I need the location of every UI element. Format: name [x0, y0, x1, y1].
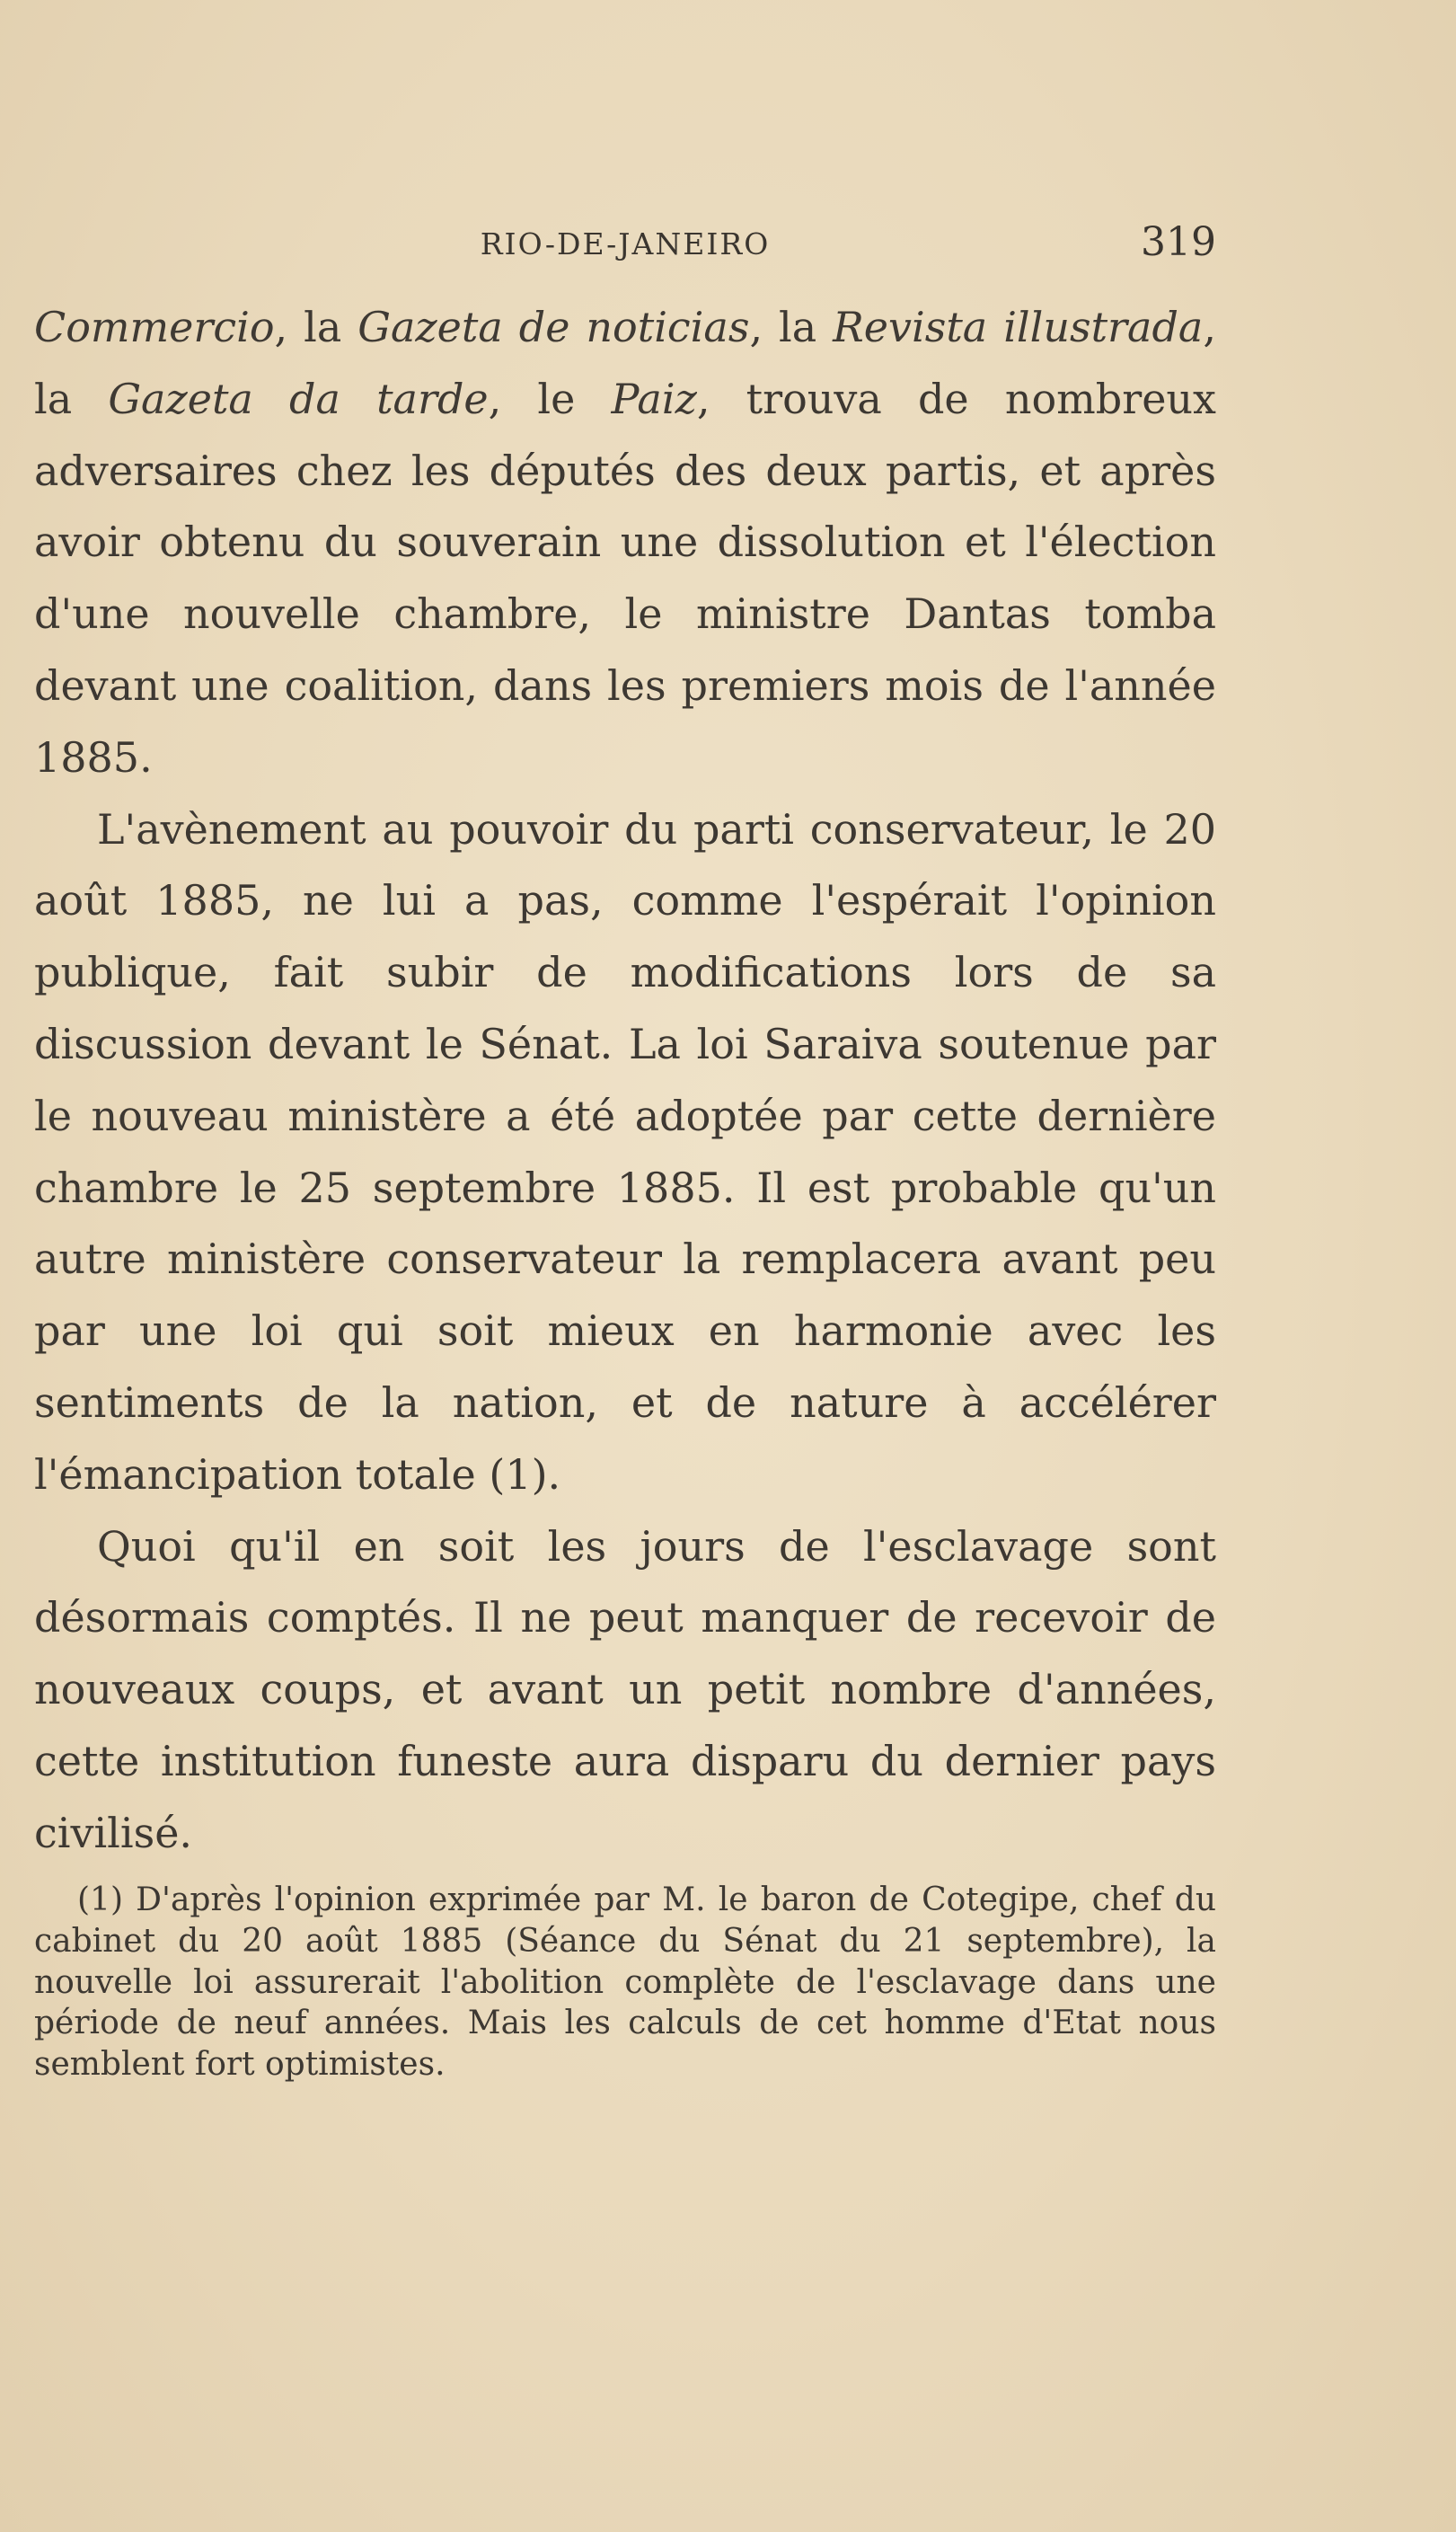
footnote	[34, 1880, 1216, 2085]
text-run: , le	[488, 374, 612, 423]
text-run: , la	[274, 303, 358, 351]
text-run: , trouva de nombreux adversaires chez les députés des deux partis, et après avoir obtenu du souverain une dissolution et l'élection d'une nouvelle chambre, le ministre Dantas tomba devant une coalition, dans les premiers mois de l'année 1885.	[34, 374, 1216, 782]
running-title: RIO-DE-JANEIRO	[480, 226, 771, 261]
text-run: , la	[749, 303, 834, 351]
page-number: 319	[1141, 219, 1216, 265]
paragraph-3: Quoi qu'il en soit les jours de l'esclavage sont désormais comptés. Il ne peut manquer de recevoir de nouveaux coups, et avant un petit nombre d'années, cette institution funeste aura disparu du dernier pays civilisé.	[34, 1521, 1216, 1857]
main-text	[34, 292, 1216, 1870]
footnote-text: (1) D'après l'opinion exprimée par M. le baron de Cotegipe, chef du cabinet du 20 août 1885 (Séance du Sénat du 21 septembre), la nouvelle loi assurerait l'abolition complète de l'esclavage dans une période de neuf années. Mais les calculs de cet homme d'Etat nous semblent fort optimistes.	[34, 1881, 1216, 2084]
title-revista-illustrada: Revista illustrada	[833, 303, 1204, 351]
title-gazeta-de-noticias: Gazeta de noticias	[357, 303, 750, 351]
title-gazeta-da-tarde: Gazeta da tarde	[108, 374, 489, 423]
title-paiz: Paiz	[611, 374, 697, 423]
title-commercio: Commercio	[34, 303, 275, 351]
paragraph-1	[34, 292, 1216, 794]
text-run: , la	[34, 303, 1216, 423]
paragraph-2: L'avènement au pouvoir du parti conservateur, le 20 août 1885, ne lui a pas, comme l'espérait l'opinion publique, fait subir de modifications lors de sa discussion devant le Sénat. La loi Saraiva soutenue par le nouveau ministère a été adoptée par cette dernière chambre le 25 septembre 1885. Il est probable qu'un autre ministère conservateur la remplacera avant peu par une loi qui soit mieux en harmonie avec les sentiments de la nation, et de nature à accélérer l'émancipation totale (1).	[34, 804, 1216, 1499]
page-header	[34, 216, 1216, 279]
